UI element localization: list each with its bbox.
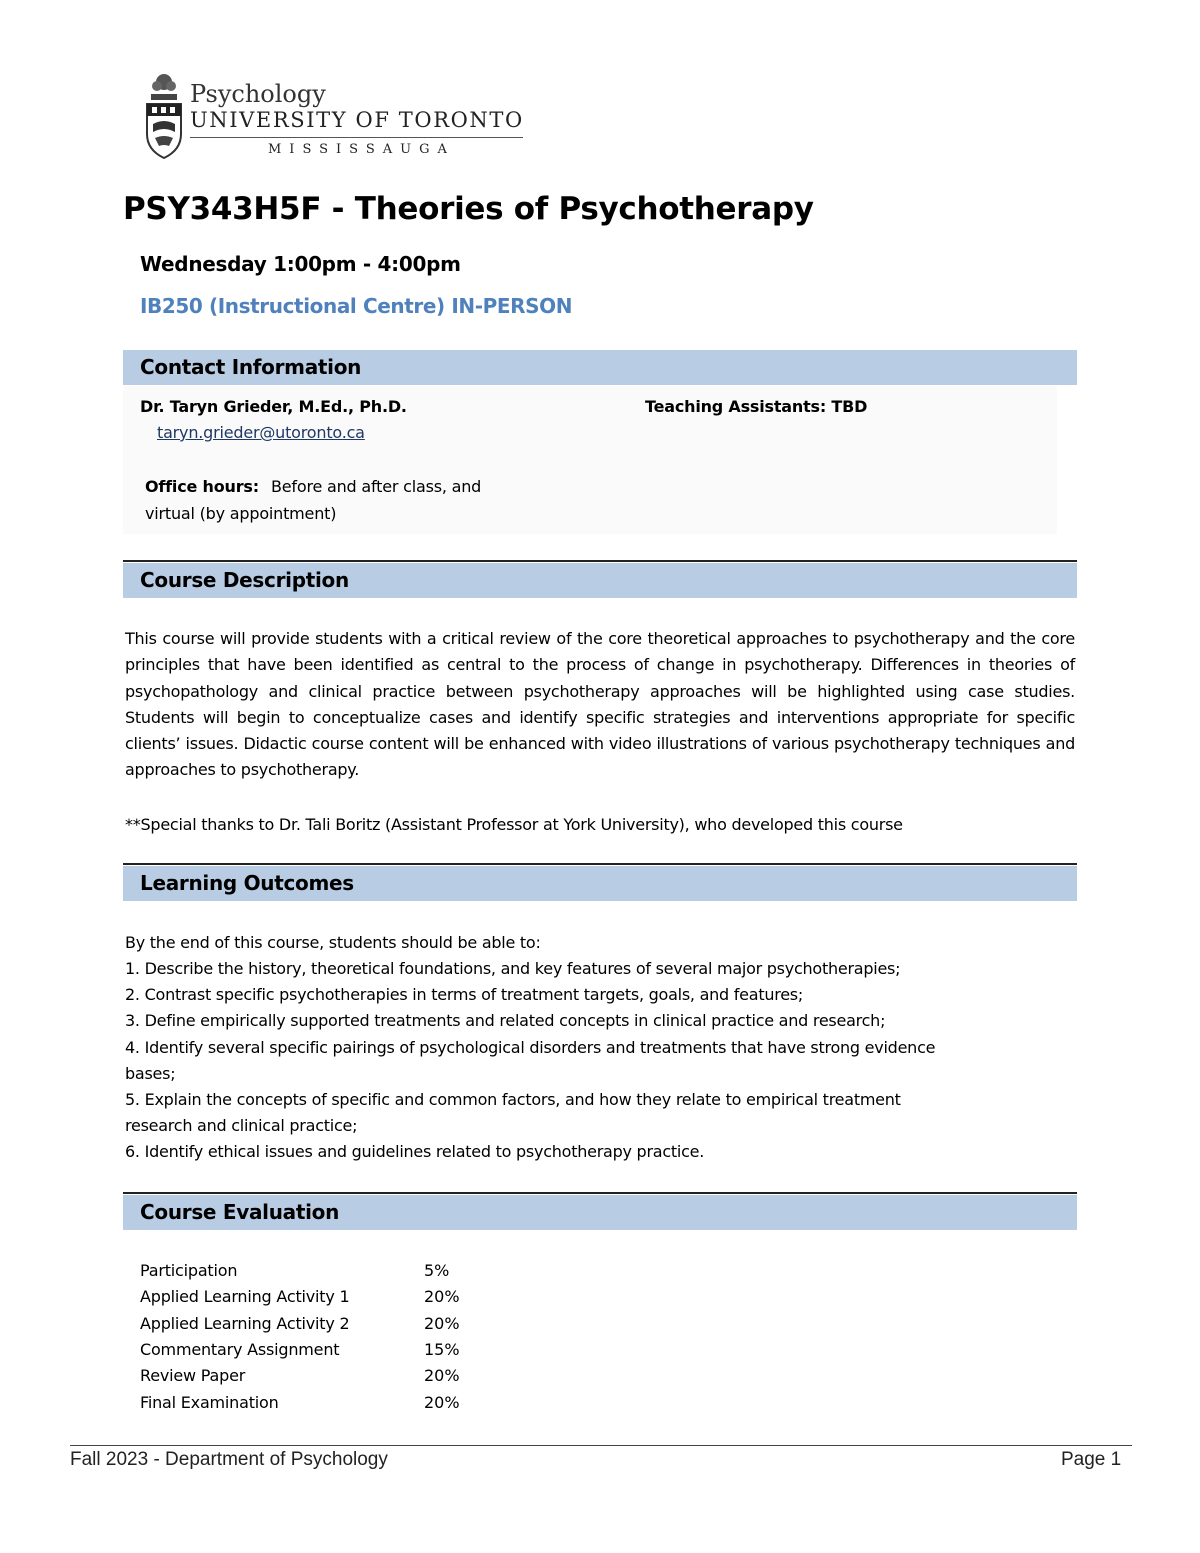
evaluation-item-name: Review Paper (140, 1366, 246, 1386)
section-divider (123, 560, 1077, 562)
instructor-name: Dr. Taryn Grieder, M.Ed., Ph.D. (140, 397, 407, 416)
evaluation-item-name: Applied Learning Activity 1 (140, 1287, 350, 1307)
outcome-line (125, 985, 803, 1004)
outcome-number: 3. (125, 1011, 140, 1031)
evaluation-item-weight: 15% (424, 1339, 460, 1359)
outcome-text: Identify several specific pairings of psychological disorders and treatments that have strong evidence (139, 1037, 936, 1057)
footer-divider (70, 1445, 1132, 1446)
section-divider (123, 863, 1077, 865)
logo-department: Psychology (190, 80, 326, 108)
office-hours-line2: virtual (by appointment) (145, 504, 337, 523)
outcome-number: 4. (125, 1037, 140, 1057)
outcome-text: Describe the history, theoretical foundations, and key features of several major psychotherapies; (139, 959, 901, 978)
section-header-description: Course Description (123, 563, 1077, 598)
course-location: IB250 (Instructional Centre) IN-PERSON (140, 294, 573, 318)
outcome-line (125, 1142, 704, 1161)
evaluation-item-weight: 20% (424, 1366, 460, 1386)
outcome-text: research and clinical practice; (125, 1116, 358, 1136)
outcome-number: 5. (125, 1090, 140, 1109)
outcomes-intro: By the end of this course, students should be able to: (125, 933, 541, 952)
footer-term: Fall 2023 - Department of Psychology (70, 1449, 388, 1470)
outcome-text: Identify ethical issues and guidelines related to psychotherapy practice. (139, 1142, 705, 1162)
special-thanks-text: **Special thanks to Dr. Tali Boritz (Assistant Professor at York University), who developed this course (125, 815, 903, 834)
outcome-number: 6. (125, 1142, 140, 1162)
outcome-text: Define empirically supported treatments and related concepts in clinical practice and research; (139, 1011, 886, 1031)
course-description-text: This course will provide students with a critical review of the core theoretical approaches to psychotherapy and the core principles that have been identified as central to the process of change in psychotherapy. Differences in theories of psychopathology and clinical practice between psychotherapy approaches will be highlighted using case studies. Students will begin to conceptualize cases and identify specific strategies and interventions appropriate for specific clients’ issues. Didactic course content will be enhanced with video illustrations of various psychotherapy techniques and approaches to psychotherapy. (125, 629, 1075, 780)
logo-university: UNIVERSITY OF TORONTO (190, 108, 524, 132)
outcome-line (125, 959, 900, 978)
outcome-text: Explain the concepts of specific and common factors, and how they relate to empirical treatment (139, 1090, 901, 1109)
evaluation-item-name: Final Examination (140, 1392, 279, 1412)
teaching-assistants: Teaching Assistants: TBD (645, 397, 868, 416)
university-crest-icon (143, 72, 185, 162)
outcome-line (125, 1038, 935, 1057)
instructor-email-link[interactable]: taryn.grieder@utoronto.ca (157, 423, 365, 442)
logo-divider (190, 137, 523, 138)
outcome-line (125, 1064, 175, 1083)
evaluation-item-name: Participation (140, 1261, 238, 1280)
course-title: PSY343H5F - Theories of Psychotherapy (123, 191, 814, 227)
evaluation-item-weight: 20% (424, 1313, 460, 1333)
outcome-line (125, 1090, 901, 1109)
section-header-outcomes: Learning Outcomes (123, 866, 1077, 901)
evaluation-item-weight: 20% (424, 1392, 460, 1412)
outcome-line (125, 1116, 357, 1135)
evaluation-item-weight: 5% (424, 1261, 450, 1280)
office-hours-label: Office hours: (145, 477, 259, 496)
course-schedule: Wednesday 1:00pm - 4:00pm (140, 252, 461, 276)
logo-campus: MISSISSAUGA (268, 142, 455, 157)
office-hours-line1: Before and after class, and (271, 477, 482, 496)
outcome-text: Contrast specific psychotherapies in terms of treatment targets, goals, and features; (139, 985, 804, 1005)
evaluation-item-weight: 20% (424, 1287, 460, 1307)
outcome-line (125, 1011, 885, 1030)
outcome-number: 2. (125, 985, 140, 1005)
outcome-text: bases; (125, 1063, 176, 1083)
section-header-contact: Contact Information (123, 350, 1077, 385)
page-number: Page 1 (1061, 1449, 1122, 1470)
evaluation-item-name: Commentary Assignment (140, 1339, 340, 1359)
section-divider (123, 1192, 1077, 1194)
evaluation-item-name: Applied Learning Activity 2 (140, 1313, 350, 1333)
outcome-number: 1. (125, 959, 140, 978)
section-header-evaluation: Course Evaluation (123, 1195, 1077, 1230)
